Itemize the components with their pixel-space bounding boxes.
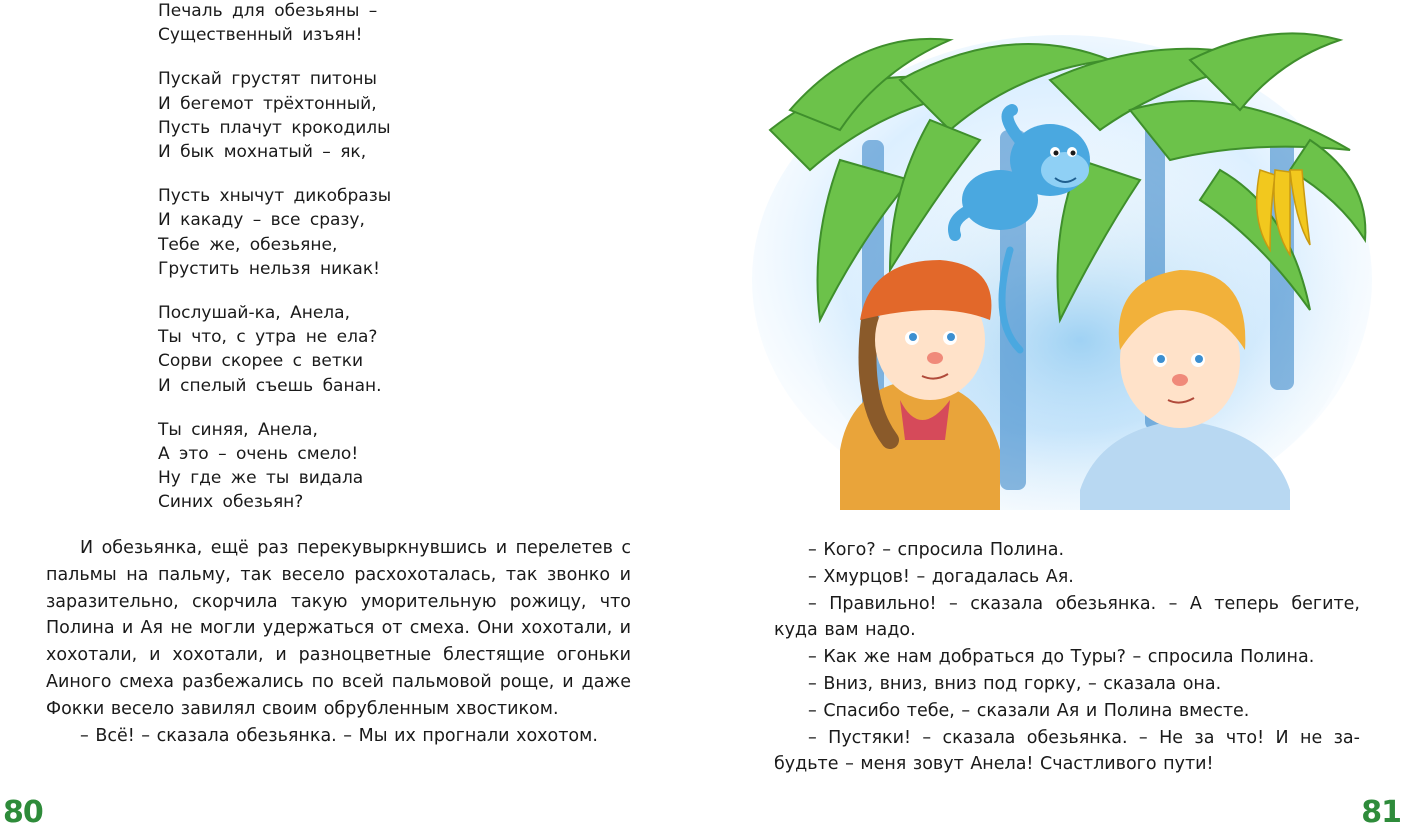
poem-stanza xyxy=(158,184,458,281)
right-page xyxy=(705,0,1409,835)
poem-line: Ты синяя, Анела, xyxy=(158,419,318,440)
poem-line: Сорви скорее с ветки xyxy=(158,351,364,372)
poem-line: И бегемот трёхтонный, xyxy=(158,93,377,114)
poem-stanza xyxy=(158,0,458,47)
page-number: 80 xyxy=(3,795,43,830)
paragraph: – Правильно! – сказала обезьянка. – А теперь бегите, куда вам надо. xyxy=(774,593,1360,641)
prose-block xyxy=(774,537,1360,778)
poem-line: Пусть хнычут дикобразы xyxy=(158,186,392,207)
poem-stanza xyxy=(158,67,458,164)
poem-line: Пускай грустят питоны xyxy=(158,69,377,90)
poem-line: Тебе же, обезьяне, xyxy=(158,234,338,255)
illustration-image xyxy=(750,20,1375,510)
poem-line: И бык мохнатый – як, xyxy=(158,142,367,163)
poem-line: Грустить нельзя никак! xyxy=(158,258,380,279)
paragraph: И обезьянка, ещё раз перекувыркнувшись и перелетев с пальмы на пальму, так весело расхохоталась, так звонко и заразительно, скорчила такую уморительную рожицу, что Полина и Ая не могли удержаться от смеха. Они хохотали, и хохотали, и хохотали, и разноцветные блестящие огоньки Аиного смеха разбежались по всей пальмовой роще, и даже Фокки весело завилял своим обрубленным хвостиком. xyxy=(46,538,631,719)
poem-line: Ты что, с утра не ела? xyxy=(158,327,378,348)
paragraph: – Как же нам добраться до Туры? – спросила Полина. xyxy=(808,647,1315,668)
poem-line: Синих обезьян? xyxy=(158,492,304,513)
paragraph: – Спасибо тебе, – сказали Ая и Полина вместе. xyxy=(808,700,1250,721)
poem-stanza xyxy=(158,418,458,515)
poem-line: И какаду – все сразу, xyxy=(158,210,365,231)
paragraph: – Пустяки! – сказала обезьянка. – Не за что! И не забудьте – меня зовут Анела! Счастливого пути! xyxy=(774,727,1360,775)
poem-line: Послушай-ка, Анела, xyxy=(158,303,350,324)
poem-line: А это – очень смело! xyxy=(158,444,359,465)
poem-line: Ну где же ты видала xyxy=(158,468,364,489)
paragraph: – Вниз, вниз, вниз под горку, – сказала она. xyxy=(808,673,1222,694)
poem-stanza xyxy=(158,301,458,398)
paragraph: – Хмурцов! – догадалась Ая. xyxy=(808,566,1074,587)
poem-line: Печаль для обезьяны – xyxy=(158,1,378,21)
poem-line: И спелый съешь банан. xyxy=(158,375,382,396)
poem xyxy=(158,0,458,535)
poem-line: Существенный изъян! xyxy=(158,25,363,46)
poem-line: Пусть плачут крокодилы xyxy=(158,117,391,138)
paragraph: – Кого? – спросила Полина. xyxy=(808,540,1065,560)
paragraph: – Всё! – сказала обезьянка. – Мы их прогнали хохотом. xyxy=(80,725,598,746)
prose-block xyxy=(46,535,631,749)
page-number: 81 xyxy=(1361,795,1401,830)
